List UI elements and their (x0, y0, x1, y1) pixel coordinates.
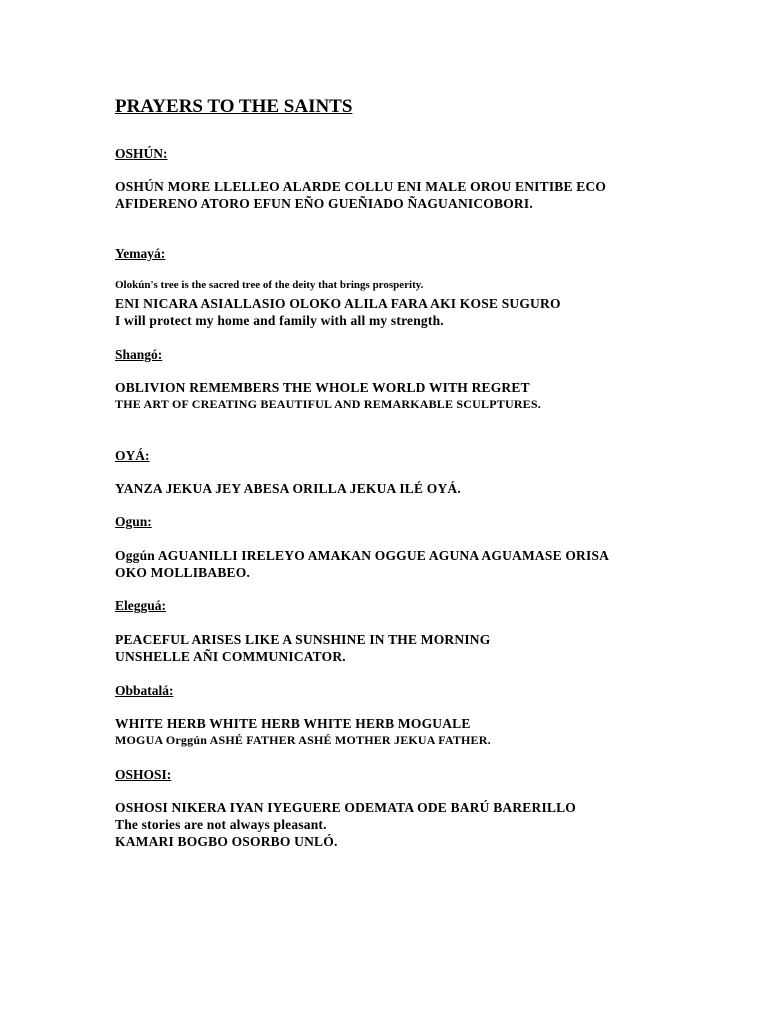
prayer-line: WHITE HERB WHITE HERB WHITE HERB MOGUALE (115, 716, 471, 731)
section-heading-ogun: Ogun: (115, 514, 152, 529)
section-heading-shango: Shangó: (115, 347, 163, 362)
prayer-line: KAMARI BOGBO OSORBO UNLÓ. (115, 834, 338, 849)
prayer-line: Oggún AGUANILLI IRELEYO AMAKAN OGGUE AGUNA AGUAMASE ORISA (115, 548, 610, 563)
prayer-line: ENI NICARA ASIALLASIO OLOKO ALILA FARA AKI KOSE SUGURO (115, 296, 561, 311)
prayer-line: Olokún's tree is the sacred tree of the deity that brings prosperity. (115, 279, 424, 291)
prayer-line: YANZA JEKUA JEY ABESA ORILLA JEKUA ILÉ OYÁ. (115, 481, 461, 496)
prayer-line: OKO MOLLIBABEO. (115, 565, 251, 580)
prayer-line: OSHOSI NIKERA IYAN IYEGUERE ODEMATA ODE BARÚ BARERILLO (115, 800, 577, 815)
prayer-line: THE ART OF CREATING BEAUTIFUL AND REMARKABLE SCULPTURES. (115, 397, 541, 411)
prayer-line: OBLIVION REMEMBERS THE WHOLE WORLD WITH REGRET (115, 380, 530, 395)
prayer-line: UNSHELLE AÑI COMMUNICATOR. (115, 649, 346, 664)
section-heading-oya: OYÁ: (115, 448, 150, 463)
section-heading-oshun: OSHÚN: (115, 146, 168, 161)
page-title: PRAYERS TO THE SAINTS (115, 96, 353, 117)
prayer-line: AFIDERENO ATORO EFUN EÑO GUEÑIADO ÑAGUANICOBORI. (115, 196, 533, 211)
section-heading-oshosi: OSHOSI: (115, 767, 172, 782)
prayer-line: The stories are not always pleasant. (115, 817, 327, 832)
prayer-line: PEACEFUL ARISES LIKE A SUNSHINE IN THE MORNING (115, 632, 491, 647)
section-heading-eleggua: Elegguá: (115, 598, 167, 613)
prayer-line: OSHÚN MORE LLELLEO ALARDE COLLU ENI MALE OROU ENITIBE ECO (115, 179, 607, 194)
prayer-line: MOGUA Orggún ASHÉ FATHER ASHÉ MOTHER JEKUA FATHER. (115, 733, 491, 747)
section-heading-yemaya: Yemayá: (115, 246, 166, 261)
prayer-line: I will protect my home and family with all my strength. (115, 313, 444, 328)
section-heading-obbatala: Obbatalá: (115, 683, 174, 698)
